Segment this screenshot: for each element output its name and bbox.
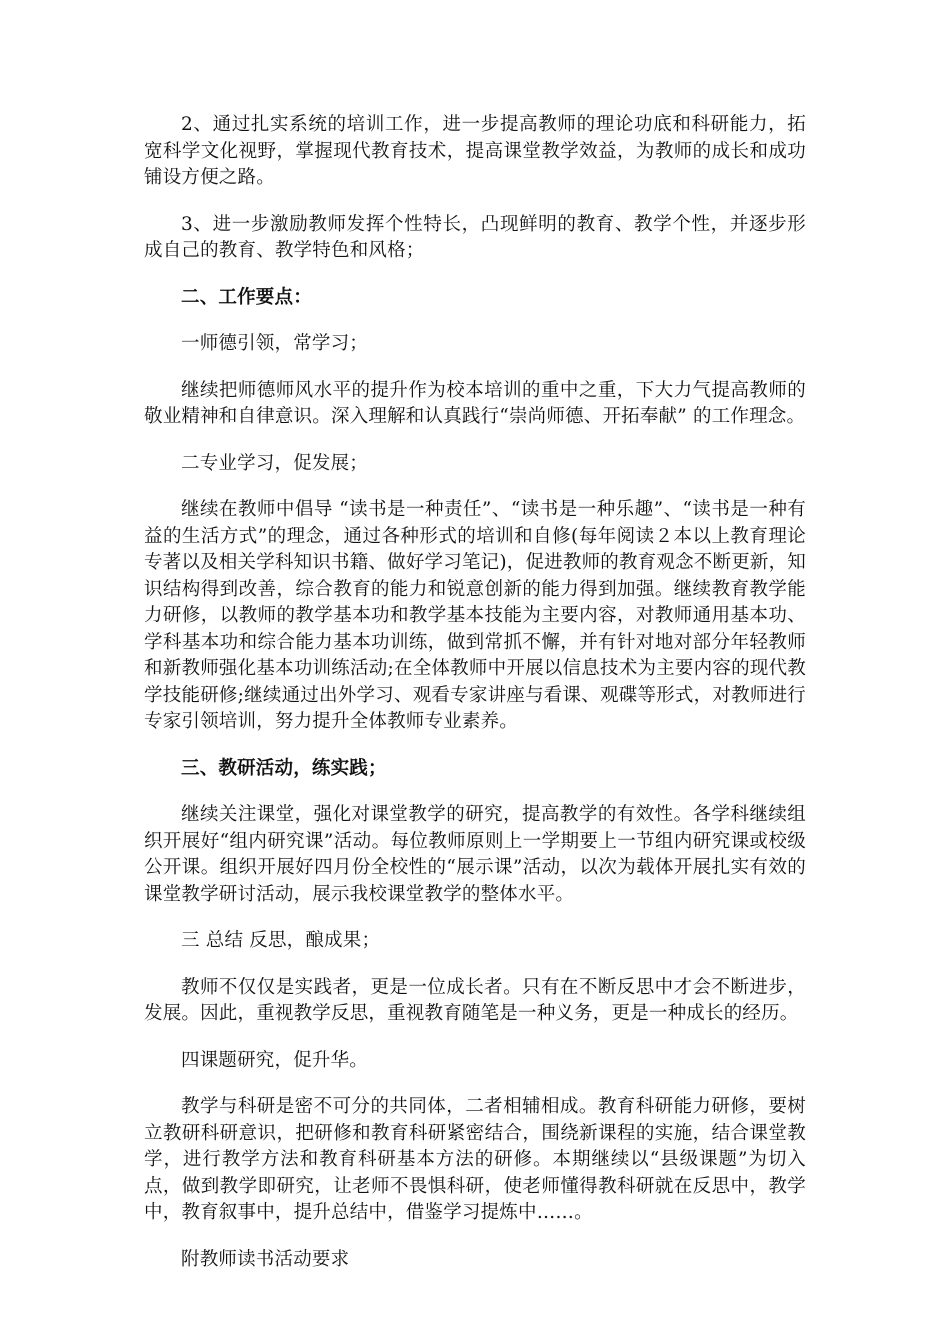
subheading-reflection: 三 总结 反思，酿成果； [181,930,381,951]
subheading-professional-study: 二专业学习，促发展； [181,452,369,474]
document-body [144,112,806,1293]
section-heading-teaching-research: 三、教研活动，练实践； [181,757,387,779]
paragraph-teaching-research: 继续关注课堂，强化对课堂教学的研究，提高教学的有效性。各学科继续组织开展好“组内研究课”活动。每位教师原则上一学期要上一节组内研究课或校级公开课。组织开展好四月份全校性的“展示课”活动，以次为载体开展扎实有效的课堂教学研讨活动，展示我校课堂教学的整体水平。 [144,804,806,905]
paragraph-research-topics: 教学与科研是密不可分的共同体，二者相辅相成。教育科研能力研修，要树立教研科研意识，把研修和教育科研紧密结合，围绕新课程的实施，结合课堂教学，进行教学方法和教育科研基本方法的研修。本期继续以“县级课题”为切入点，做到教学即研究，让老师不畏惧科研，使老师懂得教科研就在反思中，教学中，教育叙事中，提升总结中，借鉴学习提炼中……。 [144,1096,806,1223]
paragraph-goal-2: 2、通过扎实系统的培训工作，进一步提高教师的理论功底和科研能力，拓宽科学文化视野，掌握现代教育技术，提高课堂教学效益，为教师的成长和成功铺设方便之路。 [144,114,806,188]
paragraph-goal-3: 3、进一步激励教师发挥个性特长，凸现鲜明的教育、教学个性，并逐步形成自己的教育、教学特色和风格； [144,213,806,261]
paragraph-reflection: 教师不仅仅是实践者，更是一位成长者。只有在不断反思中才会不断进步，发展。因此，重视教学反思，重视教育随笔是一种义务，更是一种成长的经历。 [144,976,806,1024]
appendix-title: 附教师读书活动要求 [181,1248,350,1270]
paragraph-professional-study: 继续在教师中倡导 “读书是一种责任”、“读书是一种乐趣”、“读书是一种有益的生活方式”的理念，通过各种形式的培训和自修(每年阅读２本以上教育理论专著以及相关学科知识书籍、做好学习笔记)，促进教师的教育观念不断更新，知识结构得到改善，综合教育的能力和锐意创新的能力得到加强。继续教育教学能力研修，以教师的教学基本功和教学基本技能为主要内容，对教师通用基本功、学科基本功和综合能力基本功训练，做到常抓不懈，并有针对地对部分年轻教师和新教师强化基本功训练活动;在全体教师中开展以信息技术为主要内容的现代教学技能研修;继续通过出外学习、观看专家讲座与看课、观碟等形式，对教师进行专家引领培训，努力提升全体教师专业素养。 [144,499,806,732]
subheading-research-topics: 四课题研究，促升华。 [181,1049,369,1071]
section-heading-work-points: 二、工作要点： [181,286,312,308]
subheading-ethics: 一师德引领，常学习； [181,333,369,354]
paragraph-ethics: 继续把师德师风水平的提升作为校本培训的重中之重，下大力气提高教师的敬业精神和自律意识。深入理解和认真践行“崇尚师德、开拓奉献” 的工作理念。 [144,379,806,427]
